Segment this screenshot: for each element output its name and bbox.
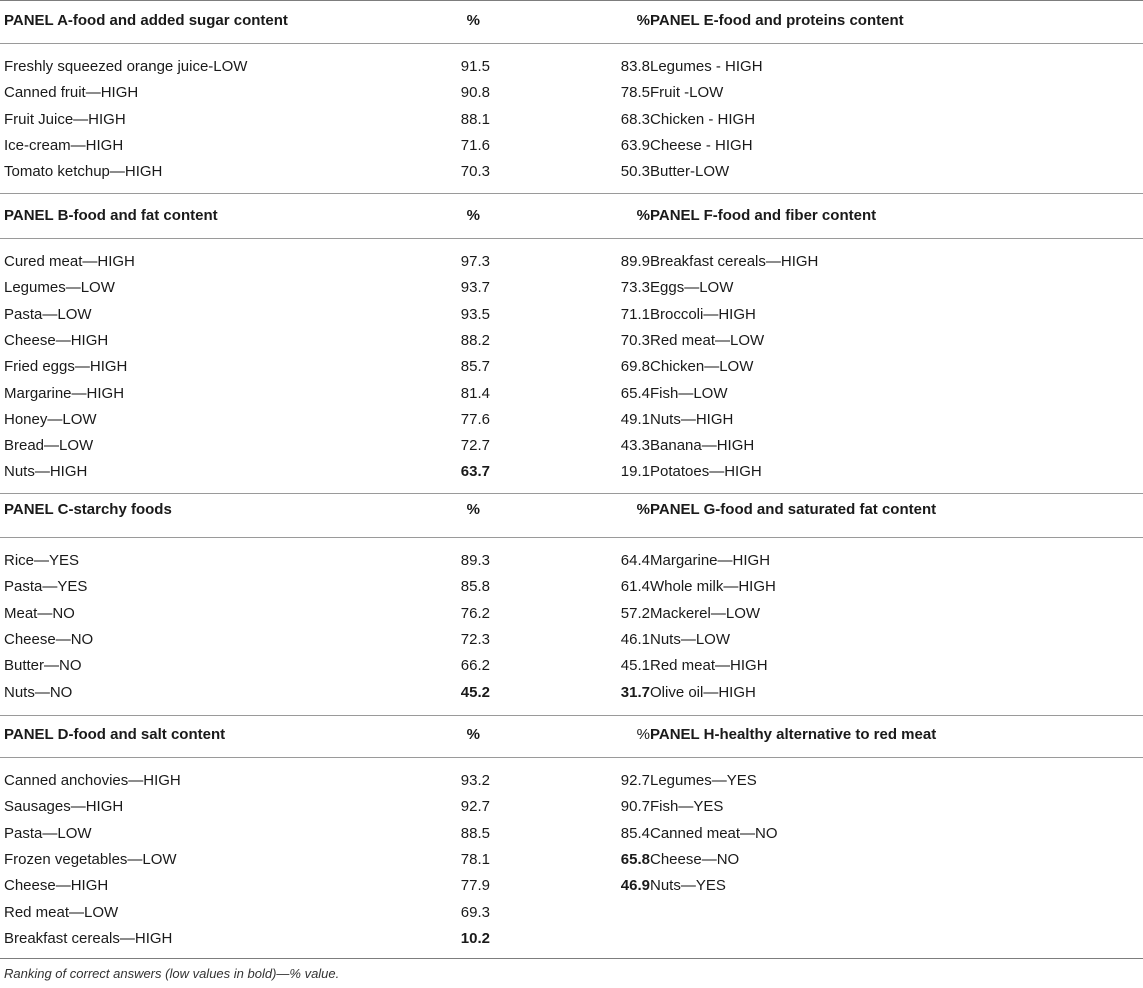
- row-value: 69.8: [620, 358, 650, 376]
- row-value: 68.3: [620, 110, 650, 128]
- row-value: 77.6: [460, 410, 490, 428]
- row-label: Fried eggs—HIGH: [4, 358, 128, 376]
- table-row: [4, 249, 490, 275]
- row-label: Tomato ketchup—HIGH: [4, 163, 163, 181]
- row-value: 93.2: [460, 772, 490, 789]
- row-label: Freshly squeezed orange juice-LOW: [4, 58, 248, 75]
- row-value: 73.3: [620, 279, 650, 297]
- row-value: 76.2: [460, 604, 490, 622]
- row-value: 89.3: [460, 552, 490, 569]
- panel-title: PANEL H-healthy alternative to red meat: [650, 726, 937, 743]
- panel-title: PANEL B-food and fat content: [4, 207, 218, 224]
- band-rule: [0, 493, 1143, 494]
- row-value: 90.7: [620, 798, 650, 816]
- table-row: [4, 548, 490, 574]
- row-value: 71.1: [620, 305, 650, 323]
- row-label: Margarine—HIGH: [4, 384, 125, 402]
- row-value: 85.7: [460, 358, 490, 376]
- row-label: Potatoes—HIGH: [650, 463, 762, 481]
- percent-header: %: [466, 501, 480, 518]
- row-value: 78.5: [620, 84, 650, 102]
- row-value: 50.3: [620, 163, 650, 181]
- row-value: 85.4: [620, 824, 650, 842]
- row-value: 88.1: [460, 110, 490, 128]
- row-value: 83.8: [620, 58, 650, 75]
- percent-header: %: [636, 207, 650, 224]
- row-value: 92.7: [620, 772, 650, 789]
- row-label: Nuts—HIGH: [4, 463, 88, 481]
- row-label: Whole milk—HIGH: [650, 578, 776, 596]
- row-value: 70.3: [620, 331, 650, 349]
- row-label: Sausages—HIGH: [4, 798, 124, 816]
- row-value: 70.3: [460, 163, 490, 181]
- row-label: Chicken - HIGH: [650, 110, 756, 128]
- row-label: Banana—HIGH: [650, 437, 755, 455]
- row-value: 93.7: [460, 279, 490, 297]
- row-value: 92.7: [460, 798, 490, 816]
- row-value: 57.2: [620, 604, 650, 622]
- row-label: Cured meat—HIGH: [4, 253, 135, 270]
- row-value: 81.4: [460, 384, 490, 402]
- row-label: Butter-LOW: [650, 163, 730, 181]
- row-label: Pasta—YES: [4, 578, 88, 596]
- row-label: Cheese - HIGH: [650, 136, 753, 154]
- panel-title: PANEL D-food and salt content: [4, 726, 226, 743]
- row-label: Honey—LOW: [4, 410, 97, 428]
- row-label: Pasta—LOW: [4, 305, 92, 323]
- row-label: Nuts—YES: [650, 877, 726, 895]
- table-row: [4, 627, 490, 653]
- row-label: Eggs—LOW: [650, 279, 734, 297]
- row-value: 46.9: [620, 877, 650, 895]
- table-row: [4, 302, 490, 328]
- row-value: 64.4: [620, 552, 650, 569]
- row-label: Cheese—NO: [4, 630, 94, 648]
- header-rule: [0, 43, 1143, 44]
- row-value: 97.3: [460, 253, 490, 270]
- row-value: 93.5: [460, 305, 490, 323]
- table-row: [4, 601, 490, 627]
- row-label: Red meat—HIGH: [650, 657, 768, 675]
- table-row: [4, 900, 490, 926]
- table-row: [4, 275, 490, 301]
- row-label: Canned fruit—HIGH: [4, 84, 139, 102]
- percent-header: %: [466, 12, 480, 29]
- percent-header: %: [636, 501, 650, 518]
- row-label: Chicken—LOW: [650, 358, 754, 376]
- row-label: Nuts—LOW: [650, 630, 731, 648]
- percent-header: %: [466, 207, 480, 224]
- row-label: Frozen vegetables—LOW: [4, 850, 177, 868]
- row-label: Mackerel—LOW: [650, 604, 761, 622]
- row-value: 10.2: [460, 929, 490, 947]
- panel-title: PANEL E-food and proteins content: [650, 12, 904, 29]
- table-row: [4, 821, 490, 847]
- row-label: Rice—YES: [4, 552, 80, 569]
- table-row: [4, 680, 490, 706]
- panel-header-row: [4, 8, 490, 34]
- header-rule: [0, 537, 1143, 538]
- row-label: Cheese—NO: [650, 850, 740, 868]
- table-row: [4, 328, 490, 354]
- row-label: Canned anchovies—HIGH: [4, 772, 181, 789]
- row-label: Olive oil—HIGH: [650, 683, 756, 701]
- row-value: 45.1: [620, 657, 650, 675]
- table-row: [4, 80, 490, 106]
- row-value: 66.2: [460, 657, 490, 675]
- row-value: 65.8: [620, 850, 650, 868]
- row-label: Fish—LOW: [650, 384, 728, 402]
- row-value: 63.7: [460, 463, 490, 481]
- row-value: 61.4: [620, 578, 650, 596]
- row-value: 71.6: [460, 136, 490, 154]
- row-value: 89.9: [620, 253, 650, 270]
- table-row: [4, 354, 490, 380]
- table-bottom-rule: [0, 958, 1143, 959]
- row-value: 77.9: [460, 877, 490, 895]
- row-label: Legumes—YES: [650, 772, 757, 789]
- row-value: 46.1: [620, 630, 650, 648]
- row-label: Legumes—LOW: [4, 279, 115, 297]
- row-value: 72.7: [460, 437, 490, 455]
- panel-header-row: [4, 203, 490, 229]
- row-value: 31.7: [620, 683, 650, 701]
- table-caption: Ranking of correct answers (low values in bold)—% value.: [4, 966, 340, 981]
- row-label: Meat—NO: [4, 604, 75, 622]
- table-row: [4, 574, 490, 600]
- header-rule: [0, 757, 1143, 758]
- band-rule: [0, 715, 1143, 716]
- row-label: Breakfast cereals—HIGH: [4, 929, 173, 947]
- row-label: Red meat—LOW: [650, 331, 765, 349]
- row-label: Butter—NO: [4, 657, 82, 675]
- row-label: Nuts—HIGH: [650, 410, 734, 428]
- row-label: Fish—YES: [650, 798, 724, 816]
- percent-header: %: [466, 726, 480, 743]
- row-value: 90.8: [460, 84, 490, 102]
- panel-header-row: [4, 722, 490, 748]
- row-value: 63.9: [620, 136, 650, 154]
- row-value: 43.3: [620, 437, 650, 455]
- row-value: 69.3: [460, 903, 490, 921]
- table-row: [4, 381, 490, 407]
- table-row: [4, 794, 490, 820]
- row-label: Breakfast cereals—HIGH: [650, 253, 819, 270]
- row-value: 49.1: [620, 410, 650, 428]
- table-row: [4, 407, 490, 433]
- row-label: Bread—LOW: [4, 437, 94, 455]
- row-label: Fruit Juice—HIGH: [4, 110, 126, 128]
- table-row: [4, 107, 490, 133]
- row-label: Broccoli—HIGH: [650, 305, 756, 323]
- row-value: 72.3: [460, 630, 490, 648]
- row-label: Legumes - HIGH: [650, 58, 763, 75]
- percent-header: %: [636, 726, 650, 743]
- row-label: Cheese—HIGH: [4, 877, 109, 895]
- panel-title: PANEL A-food and added sugar content: [4, 12, 288, 29]
- table-row: [4, 926, 490, 952]
- row-value: 65.4: [620, 384, 650, 402]
- row-value: 88.2: [460, 331, 490, 349]
- row-value: 45.2: [460, 683, 490, 701]
- panel-title: PANEL C-starchy foods: [4, 501, 172, 518]
- row-label: Margarine—HIGH: [650, 552, 771, 569]
- table-top-rule: [0, 0, 1143, 1]
- panel-header-row: [4, 497, 490, 523]
- row-label: Ice-cream—HIGH: [4, 136, 124, 154]
- row-label: Canned meat—NO: [650, 824, 778, 842]
- table-row: [4, 133, 490, 159]
- table-row: [4, 768, 490, 794]
- row-label: Cheese—HIGH: [4, 331, 109, 349]
- row-value: 19.1: [620, 463, 650, 481]
- header-rule: [0, 238, 1143, 239]
- row-label: Pasta—LOW: [4, 824, 92, 842]
- row-value: 78.1: [460, 850, 490, 868]
- table-row: [4, 847, 490, 873]
- table-row: [4, 653, 490, 679]
- percent-header: %: [636, 12, 650, 29]
- row-value: 85.8: [460, 578, 490, 596]
- table-row: [4, 159, 490, 185]
- row-label: Fruit -LOW: [650, 84, 724, 102]
- table-row: [4, 459, 490, 485]
- row-value: 88.5: [460, 824, 490, 842]
- panel-title: PANEL F-food and fiber content: [650, 207, 877, 224]
- table-row: [4, 54, 490, 80]
- table-row: [4, 873, 490, 899]
- table-row: [4, 433, 490, 459]
- row-label: Red meat—LOW: [4, 903, 119, 921]
- row-label: Nuts—NO: [4, 683, 73, 701]
- band-rule: [0, 193, 1143, 194]
- panel-title: PANEL G-food and saturated fat content: [650, 501, 937, 518]
- row-value: 91.5: [460, 58, 490, 75]
